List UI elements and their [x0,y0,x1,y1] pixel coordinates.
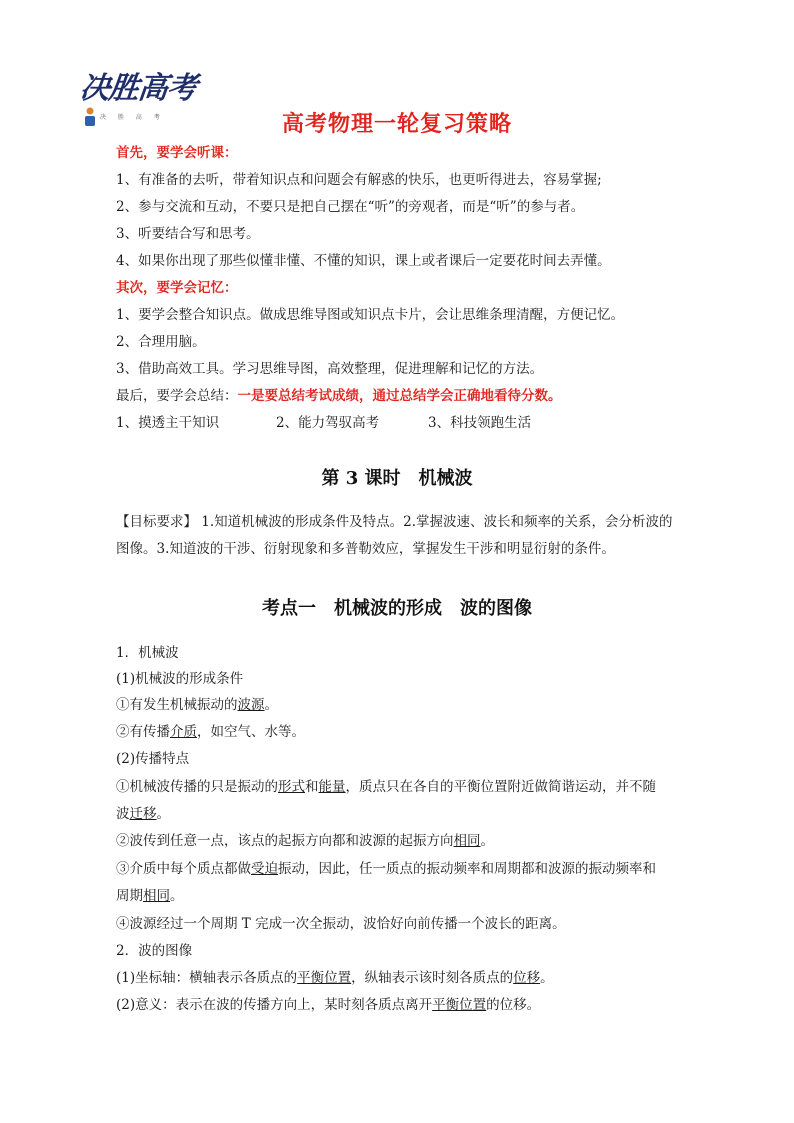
text: 振动，因此，任一质点的振动频率和周期都和波源的振动频率和 [278,861,656,877]
text: ①有发生机械振动的 [116,697,238,713]
text: ②有传播 [116,724,170,740]
underlined-term: 相同 [143,888,170,904]
text: 。 [156,806,170,822]
text: ③介质中每个质点都做 [116,861,251,877]
listen-item-1: 1、有准备的去听，带着知识点和问题会有解惑的快乐，也更听得进去，容易掌握; [116,172,602,188]
goal-line-1: 【目标要求】 1.知道机械波的形成条件及特点。2.掌握波速、波长和频率的关系，会分析波的 [116,514,673,530]
summary-highlight: 一是要总结考试成绩，通过总结学会正确地看待分数。 [237,388,562,404]
summary-prefix: 最后，要学会总结： [116,388,238,404]
underlined-term: 平衡位置 [297,970,352,986]
logo-subtext: 决 胜 高 考 [100,114,165,121]
summary-line [116,388,562,404]
underlined-term: 相同 [453,833,481,849]
feature-1-line-1 [116,779,656,795]
underlined-term: 平衡位置 [432,997,487,1013]
underlined-term: 介质 [170,724,197,740]
propagation-features: (2)传播特点 [116,751,190,767]
memory-item-3: 3、借助高效工具。学习思维导图，高效整理，促进理解和记忆的方法。 [116,361,544,377]
graph-axes [116,970,554,986]
memory-item-2: 2、合理用脑。 [116,334,206,350]
page-title: 高考物理一轮复习策略 [281,112,512,137]
heading-memory: 其次，要学会记忆： [116,280,238,296]
underlined-term: 形式 [278,779,305,795]
feature-4: ④波源经过一个周期 T 完成一次全振动，波恰好向前传播一个波长的距离。 [116,916,566,932]
subheading-mechanical-wave: 1．机械波 [116,645,179,661]
text: 波 [116,806,130,822]
text: ①机械波传播的只是振动的 [116,779,278,795]
tips-row [116,415,531,431]
text: ，质点只在各自的平衡位置附近做简谐运动，并不随 [345,779,656,795]
listen-item-2: 2、参与交流和互动，不要只是把自己摆在“听”的旁观者，而是“听”的参与者。 [116,199,585,215]
underlined-term: 能量 [318,779,346,795]
feature-3-line-1 [116,861,656,877]
text: 。 [264,697,278,713]
feature-3-line-2 [116,888,184,904]
tip-2: 2、能力驾驭高考 [276,415,380,431]
lesson-title: 第 3 课时 机械波 [321,468,473,489]
section-title: 考点一 机械波的形成 波的图像 [262,598,532,619]
text: (2)意义：表示在波的传播方向上，某时刻各质点离开 [116,997,433,1013]
text: 周期 [116,888,143,904]
text: 的位移。 [486,997,541,1013]
tip-1: 1、摸透主干知识 [116,415,220,431]
text: ，纵轴表示该时刻各质点的 [351,970,514,986]
underlined-term: 受迫 [251,861,278,877]
text: ②波传到任意一点，该点的起振方向都和波源的起振方向 [116,833,454,849]
text: 。 [480,833,494,849]
text: ，如空气、水等。 [197,724,305,740]
listen-item-4: 4、如果你出现了那些似懂非懂、不懂的知识，课上或者课后一定要花时间去弄懂。 [116,253,611,269]
heading-listen: 首先，要学会听课： [116,145,238,161]
memory-item-1: 1、要学会整合知识点。做成思维导图或知识点卡片，会让思维条理清醒，方便记忆。 [116,307,625,323]
underlined-term: 位移 [513,970,541,986]
listen-item-3: 3、听要结合写和思考。 [116,226,260,242]
subheading-wave-graph: 2．波的图像 [116,943,193,959]
condition-2 [116,724,305,740]
text: (1)坐标轴：横轴表示各质点的 [116,970,298,986]
formation-conditions: (1)机械波的形成条件 [116,671,244,687]
underlined-term: 迁移 [129,806,157,822]
graph-meaning [116,997,540,1013]
feature-2 [116,833,494,849]
text: 。 [170,888,184,904]
tip-3: 3、科技领跑生活 [428,415,532,431]
text: 。 [540,970,554,986]
feature-1-line-2 [116,806,170,822]
text: 和 [305,779,319,795]
logo-text: 决胜高考 [78,71,198,106]
underlined-term: 波源 [237,697,265,713]
condition-1 [116,697,278,713]
goal-line-2: 图像。3.知道波的干涉、衍射现象和多普勒效应，掌握发生干涉和明显衍射的条件。 [116,541,615,557]
